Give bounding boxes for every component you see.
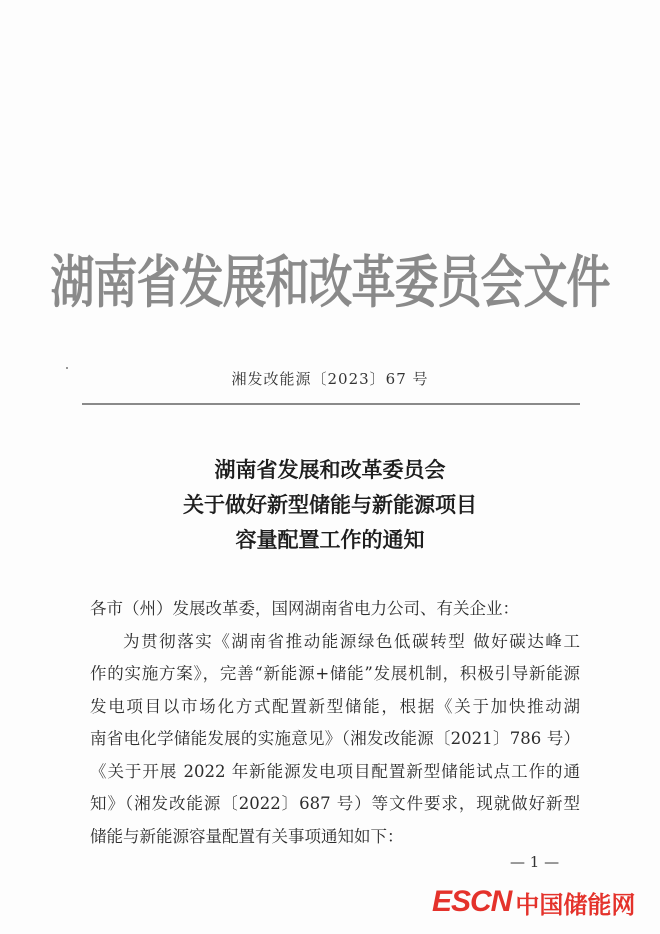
body-line: 储能与新能源容量配置有关事项通知如下： (90, 826, 404, 846)
document-number: 湘发改能源〔2023〕67 号 (231, 370, 429, 388)
escn-watermark (432, 884, 635, 920)
title-line-3: 容量配置工作的通知 (235, 527, 425, 552)
notice-body (90, 593, 590, 853)
salutation: 各市（州）发展改革委，国网湖南省电力公司、有关企业： (90, 599, 519, 618)
masthead-title: 湖南省发展和改革委员会文件 (50, 250, 610, 316)
body-line: 南省电化学储能发展的实施意见》（湘发改能源〔2021〕786 号） (90, 729, 580, 748)
notice-title (0, 452, 660, 557)
body-line: 知》（湘发改能源〔2022〕687 号）等文件要求，现就做好新型 (90, 794, 580, 813)
separator-rule (82, 403, 580, 405)
body-line: 为贯彻落实《湖南省推动能源绿色低碳转型 做好碳达峰工 (123, 631, 580, 651)
title-line-2: 关于做好新型储能与新能源项目 (183, 492, 477, 517)
title-line-1: 湖南省发展和改革委员会 (214, 457, 446, 482)
watermark-logo-latin: ESCN (432, 885, 512, 918)
body-line: 《关于开展 2022 年新能源发电项目配置新型储能试点工作的通 (90, 761, 580, 781)
watermark-logo-chinese: 中国储能网 (515, 890, 636, 919)
body-line: 发电项目以市场化方式配置新型储能，根据《关于加快推动湖 (90, 696, 580, 716)
page-number: — 1 — (510, 853, 560, 871)
body-line: 作的实施方案》，完善“新能源+储能”发展机制，积极引导新能源 (90, 664, 580, 683)
